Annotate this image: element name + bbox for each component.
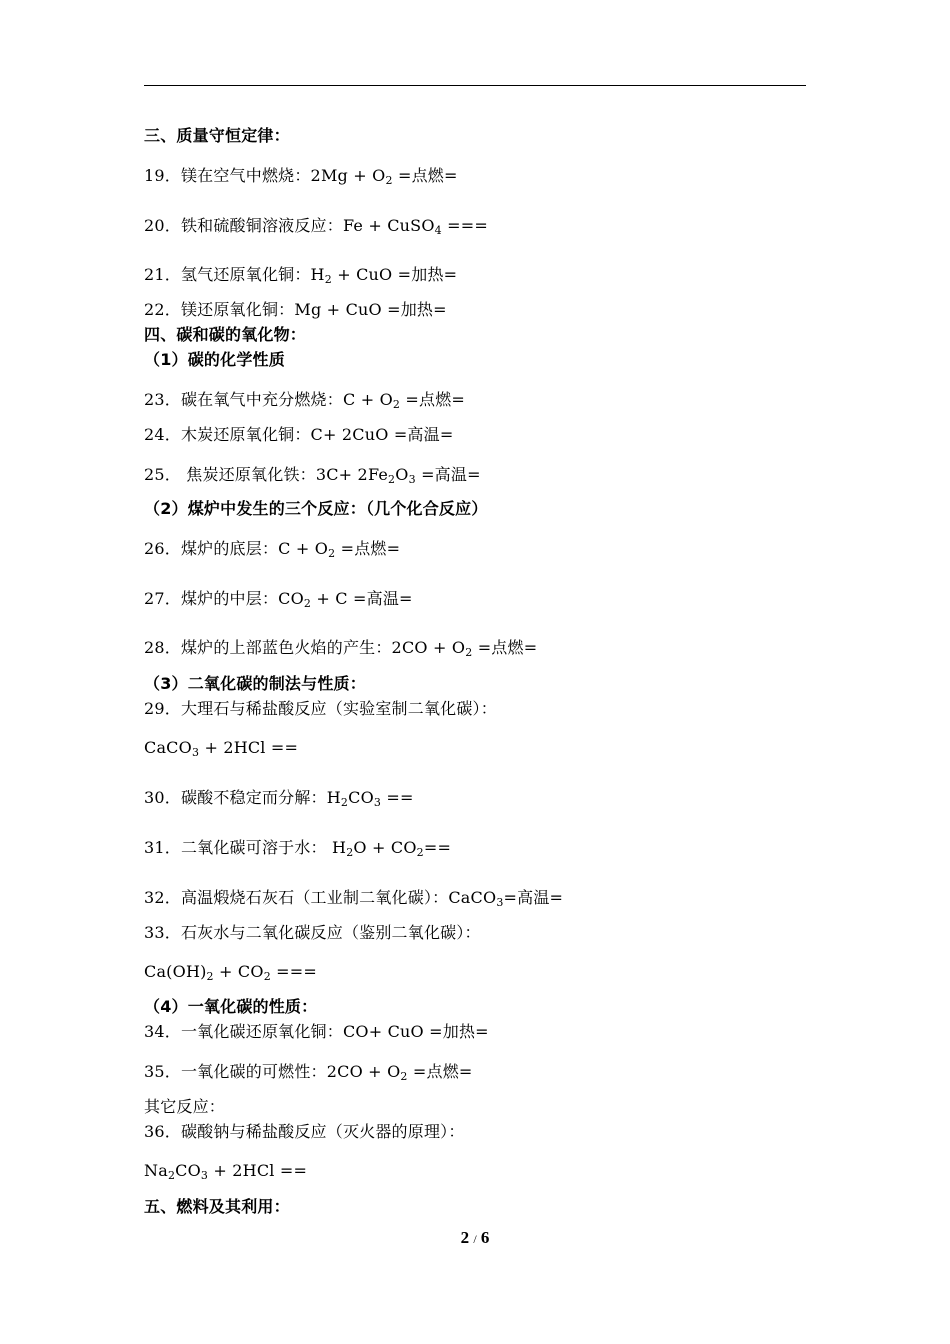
line-text: + 2HCl ==: [199, 738, 299, 757]
line-text: 31．二氧化碳可溶于水： H: [144, 838, 347, 857]
current-page: 2: [460, 1228, 470, 1247]
equation-32: [144, 888, 563, 908]
formula-subscript: 3: [408, 473, 416, 486]
equation-36-formula: [144, 1161, 307, 1181]
line-text: =点燃=: [472, 638, 538, 657]
line-text: =高温=: [503, 888, 564, 907]
line-text: 34．一氧化碳还原氧化铜：CO+ CuO =加热=: [144, 1022, 489, 1041]
line-text: 33．石灰水与二氧化碳反应（鉴别二氧化碳）：: [144, 923, 481, 942]
line-text: =点燃=: [335, 539, 401, 558]
formula-subscript: 2: [400, 1070, 408, 1083]
formula-subscript: 3: [191, 746, 200, 759]
equation-33-formula: [144, 962, 317, 982]
line-text: CO: [348, 788, 374, 807]
formula-subscript: 3: [373, 796, 382, 809]
section-heading-mass-conservation: 三、质量守恒定律：: [144, 126, 290, 145]
page-separator: /: [473, 1232, 477, 1246]
other-reactions-label: 其它反应：: [144, 1097, 226, 1116]
equation-29: [144, 699, 497, 719]
line-text: CaCO: [144, 738, 192, 757]
line-text: 29．大理石与稀盐酸反应（实验室制二氧化碳）：: [144, 699, 497, 718]
line-text: ==: [381, 788, 414, 807]
line-text: 27．煤炉的中层：CO: [144, 589, 304, 608]
formula-subscript: 2: [167, 1169, 176, 1182]
line-text: Na: [144, 1161, 168, 1180]
total-pages: 6: [480, 1228, 490, 1247]
formula-subscript: 2: [303, 597, 312, 610]
page-number: [0, 1228, 950, 1249]
line-text: 19．镁在空气中燃烧：2Mg + O: [144, 166, 386, 185]
formula-subscript: 2: [328, 547, 336, 560]
formula-subscript: 2: [206, 970, 214, 983]
line-text: =点燃=: [407, 1062, 473, 1081]
formula-subscript: 2: [388, 473, 396, 486]
formula-subscript: 2: [416, 846, 424, 859]
line-text: =点燃=: [392, 166, 458, 185]
line-text: ===: [270, 962, 317, 981]
line-text: 32．高温煅烧石灰石（工业制二氧化碳）：CaCO: [144, 888, 497, 907]
subheading-co: （4）一氧化碳的性质：: [144, 997, 318, 1016]
line-text: 35．一氧化碳的可燃性：2CO + O: [144, 1062, 401, 1081]
line-text: 25． 焦炭还原氧化铁：3C+ 2Fe: [144, 465, 389, 484]
line-text: ==: [423, 838, 452, 857]
line-text: 26．煤炉的底层：C + O: [144, 539, 329, 558]
line-text: 22．镁还原氧化铜：Mg + CuO =加热=: [144, 300, 447, 319]
subheading-co2: （3）二氧化碳的制法与性质：: [144, 674, 366, 693]
line-text: O: [395, 465, 409, 484]
equation-19: [144, 166, 458, 186]
subheading-coal-stove: （2）煤炉中发生的三个反应：（几个化合反应）: [144, 499, 488, 518]
line-text: + CuO =加热=: [331, 265, 458, 284]
equation-21: [144, 265, 457, 285]
line-text: O + CO: [353, 838, 417, 857]
formula-subscript: 3: [200, 1169, 209, 1182]
section-heading-carbon: 四、碳和碳的氧化物：: [144, 325, 307, 344]
line-text: 30．碳酸不稳定而分解：H: [144, 788, 341, 807]
equation-29-formula: [144, 738, 298, 758]
formula-subscript: 2: [392, 398, 401, 411]
equation-23: [144, 390, 465, 410]
equation-36: [144, 1122, 465, 1142]
section-heading-fuels: 五、燃料及其利用：: [144, 1197, 290, 1216]
formula-subscript: 2: [340, 796, 349, 809]
header-rule: [144, 85, 806, 86]
formula-subscript: 3: [496, 896, 504, 909]
equation-30: [144, 788, 414, 808]
equation-33: [144, 923, 481, 943]
line-text: ===: [441, 216, 488, 235]
line-text: 36．碳酸钠与稀盐酸反应（灭火器的原理）：: [144, 1122, 465, 1141]
line-text: 23．碳在氧气中充分燃烧：C + O: [144, 390, 393, 409]
equation-22: [144, 300, 447, 320]
formula-subscript: 2: [465, 646, 473, 659]
line-text: 21．氢气还原氧化铜：H: [144, 265, 325, 284]
line-text: 20．铁和硫酸铜溶液反应：Fe + CuSO: [144, 216, 435, 235]
line-text: + C =高温=: [311, 589, 413, 608]
formula-subscript: 2: [346, 846, 354, 859]
line-text: CO: [175, 1161, 201, 1180]
equation-25: [144, 465, 481, 485]
equation-26: [144, 539, 400, 559]
line-text: =点燃=: [400, 390, 466, 409]
equation-35: [144, 1062, 473, 1082]
formula-subscript: 4: [434, 224, 442, 237]
equation-34: [144, 1022, 489, 1042]
line-text: + CO: [213, 962, 264, 981]
line-text: + 2HCl ==: [208, 1161, 308, 1180]
line-text: Ca(OH): [144, 962, 207, 981]
subheading-carbon-properties: （1）碳的化学性质: [144, 350, 285, 369]
line-text: 28．煤炉的上部蓝色火焰的产生：2CO + O: [144, 638, 466, 657]
equation-31: [144, 838, 451, 858]
line-text: 24．木炭还原氧化铜：C+ 2CuO =高温=: [144, 425, 454, 444]
formula-subscript: 2: [324, 273, 332, 286]
formula-subscript: 2: [263, 970, 271, 983]
equation-28: [144, 638, 537, 658]
formula-subscript: 2: [385, 174, 393, 187]
equation-24: [144, 425, 453, 445]
equation-27: [144, 589, 413, 609]
line-text: =高温=: [415, 465, 481, 484]
equation-20: [144, 216, 488, 236]
